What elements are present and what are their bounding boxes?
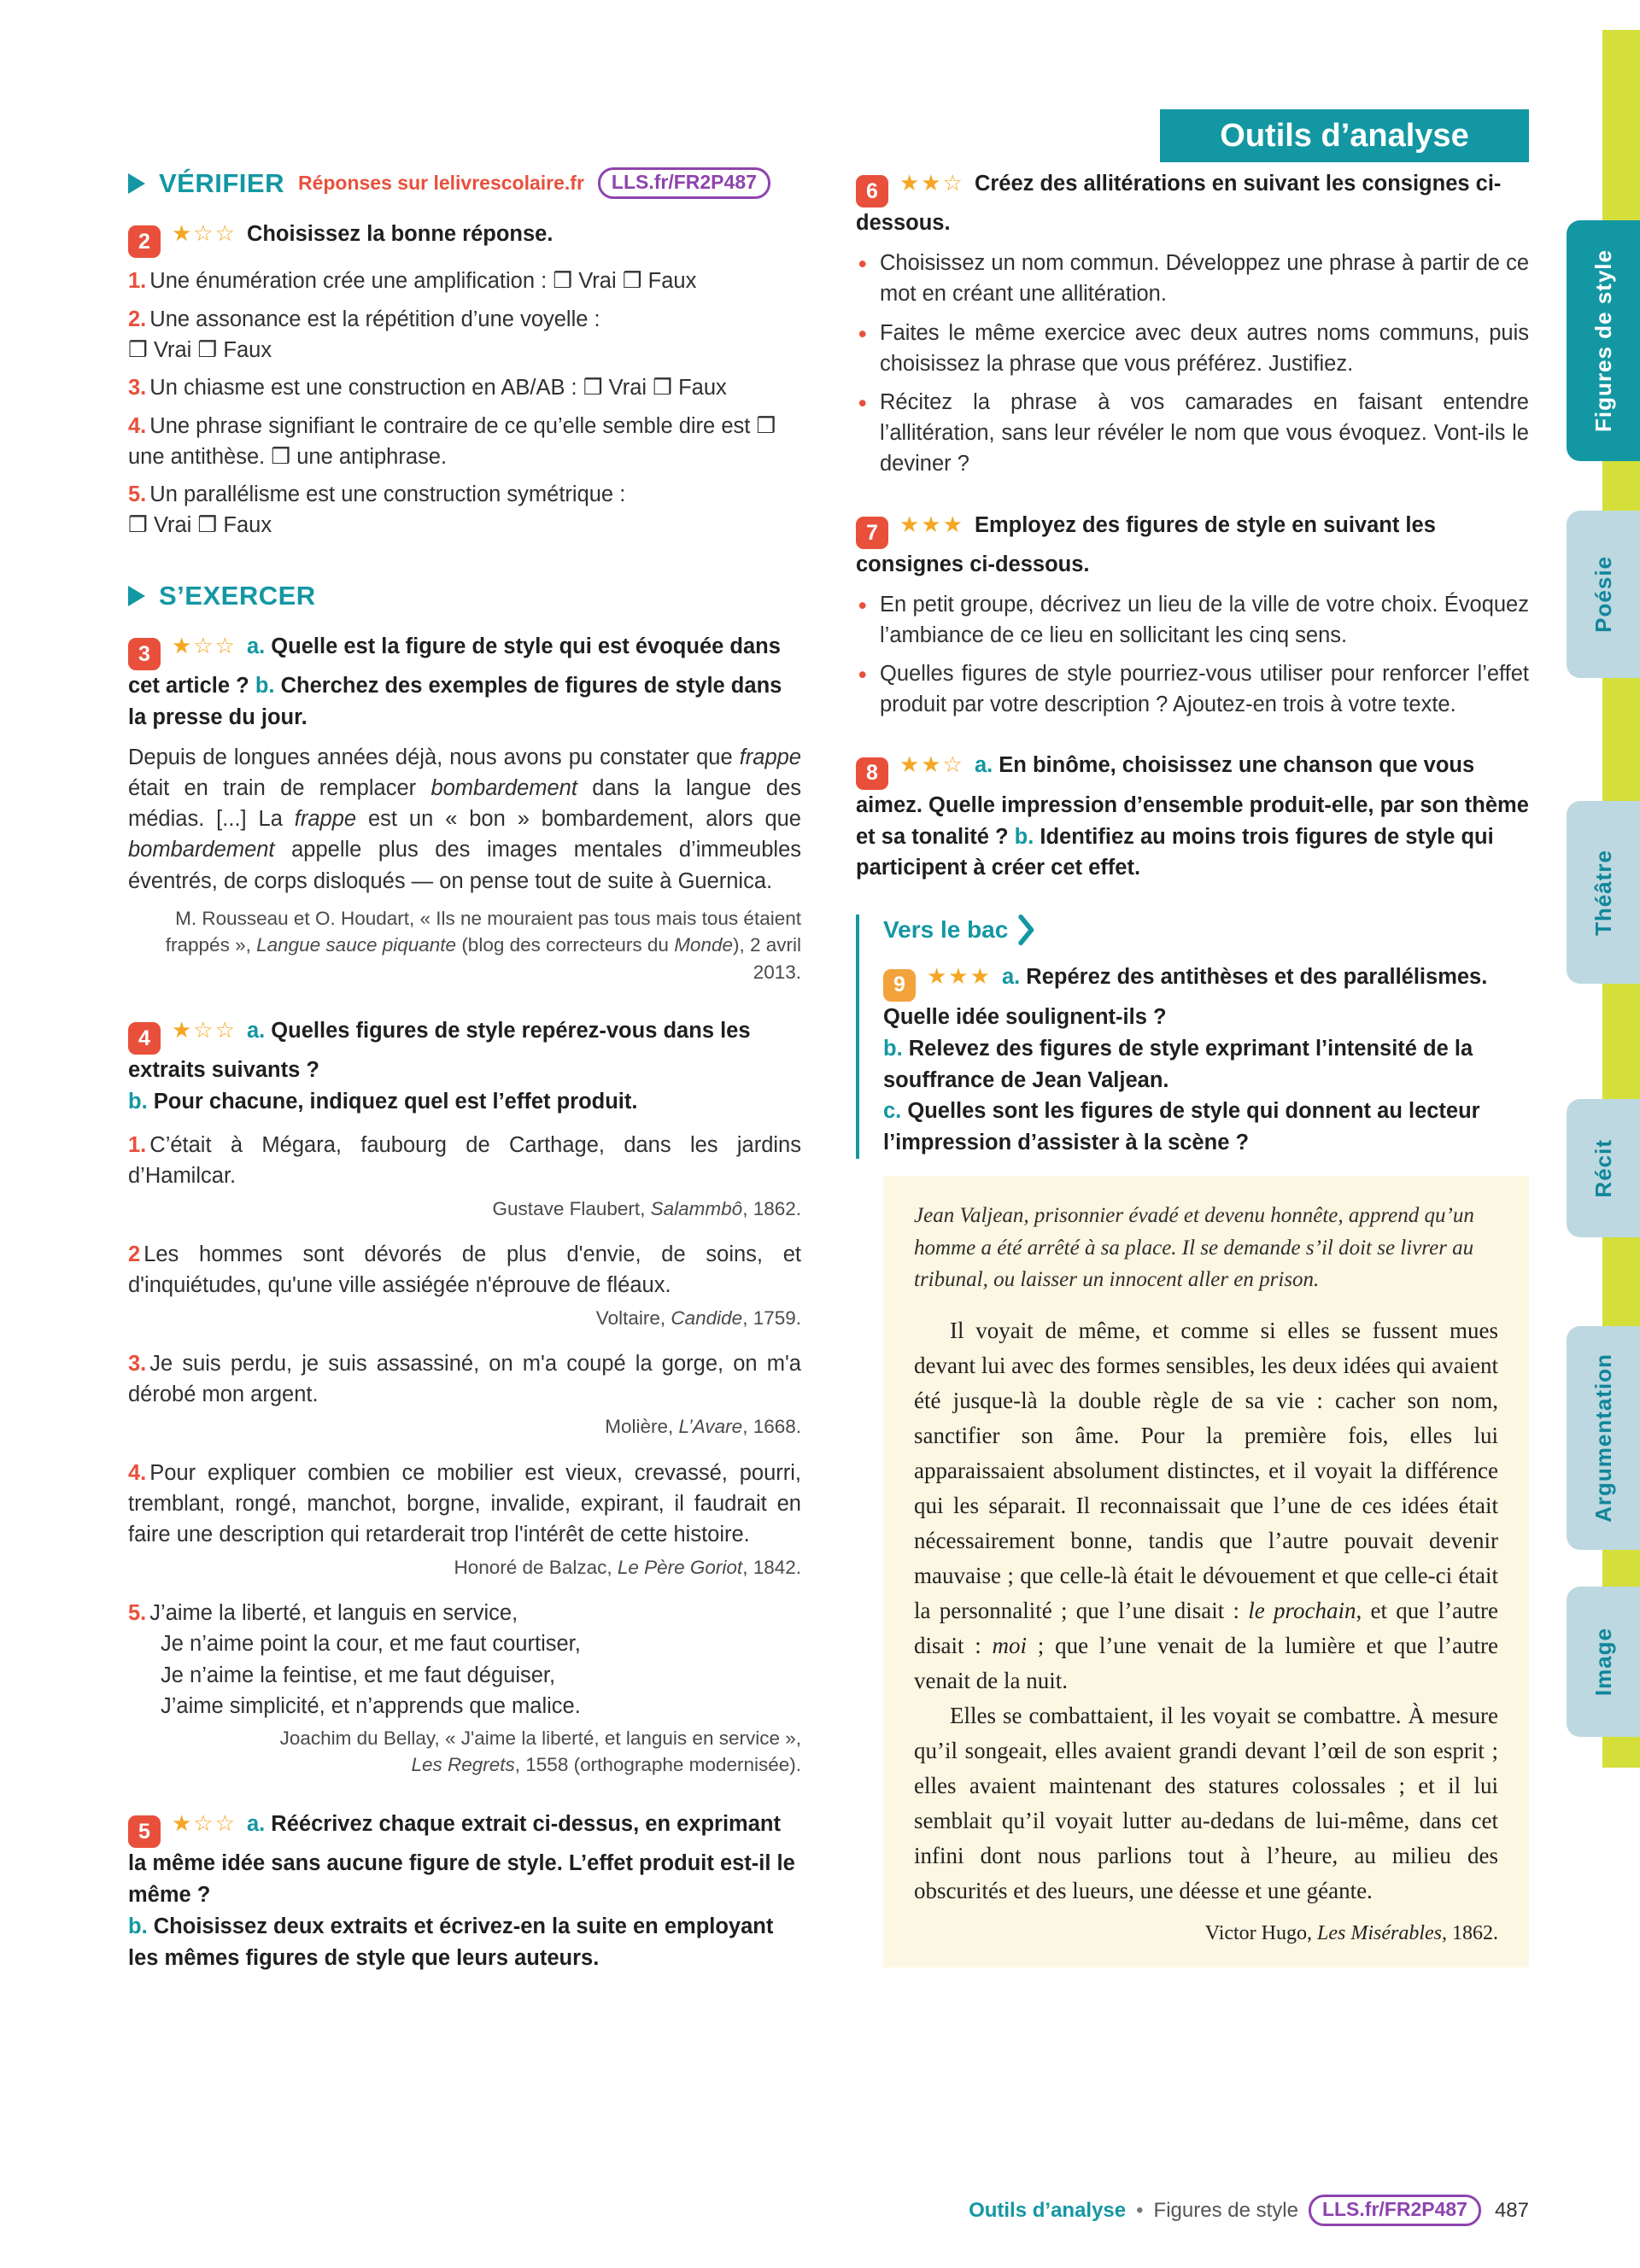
bullet-text: Récitez la phrase à vos camarades en faisant entendre l’allitération, sans leur révéler le nom que vous évoquez. Vont-ils le deviner ? bbox=[880, 389, 1529, 476]
sexercer-section-header bbox=[128, 581, 801, 611]
exercise-title bbox=[128, 1014, 801, 1118]
star-rating: ★★★ bbox=[899, 511, 964, 537]
quote-paragraph-1: Il voyait de même, et comme si elles se fussent mues devant lui avec des formes sensibles, les deux idées qui avaient été jusque-là la double règle de sa vie : cacher son nom, sanctifier son âme. Pour la première fois, elles lui apparaissaient absolument distinctes, et il voyait la différence qui les séparait. Il reconnaissait que l’une de ces idées était nécessairement bonne, tandis que l’autre pouvait devenir mauvaise ; que celle-là était le dévouement et que celle-ci était la personnalité ; que l’une disait : le prochain, et que l’autre disait : moi ; que l’une venait de la lumière et que l’autre venait de la nuit. bbox=[914, 1317, 1498, 1694]
bullet-item bbox=[856, 248, 1529, 309]
source-credit: Joachim du Bellay, « J'aime la liberté, et languis en service », Les Regrets, 1558 (orthographe modernisée). bbox=[279, 1727, 801, 1776]
bullet-text: Faites le même exercice avec deux autres noms communs, puis choisissez la phrase que vous préférez. Justifiez. bbox=[880, 320, 1529, 376]
page-footer bbox=[854, 2195, 1529, 2226]
tab-label: Argumentation bbox=[1590, 1353, 1616, 1523]
chapter-banner-title: Outils d’analyse bbox=[1220, 117, 1469, 154]
quote-box bbox=[883, 1176, 1529, 1967]
extract-text: Je suis perdu, je suis assassiné, on m'a coupé la gorge, on m'a dérobé mon argent. bbox=[128, 1352, 801, 1407]
chevron-right-icon bbox=[1018, 915, 1035, 945]
lls-code-badge[interactable]: LLS.fr/FR2P487 bbox=[1309, 2195, 1481, 2226]
tab-theatre[interactable] bbox=[1567, 801, 1640, 984]
tab-figures-de-style[interactable] bbox=[1567, 220, 1640, 461]
exercise-question: Créez des allitérations en suivant les consignes ci-dessous. bbox=[856, 172, 1502, 236]
sexercer-heading: S’EXERCER bbox=[159, 580, 316, 611]
exercise-title bbox=[128, 1808, 801, 1974]
footer-section-label: Outils d’analyse bbox=[969, 2198, 1127, 2222]
exercise-title bbox=[856, 749, 1529, 884]
item-text: Une assonance est la répétition d’une voyelle : ❒ Vrai ❒ Faux bbox=[128, 307, 600, 362]
exercise-title bbox=[856, 167, 1529, 239]
bullet-item bbox=[856, 589, 1529, 651]
exercise-8 bbox=[856, 749, 1529, 884]
exercise-question: Choisissez la bonne réponse. bbox=[246, 222, 554, 246]
answers-note: Réponses sur lelivrescolaire.fr bbox=[297, 172, 584, 194]
quote-credit: Victor Hugo, Les Misérables, 1862. bbox=[1204, 1922, 1498, 1945]
extract-text: Les hommes sont dévorés de plus d'envie, de soins, et d'inquiétudes, qu'une ville assiégée n'éprouve de fléaux. bbox=[128, 1242, 801, 1298]
article-excerpt: Depuis de longues années déjà, nous avons pu constater que frappe était en train de remplacer bombardement dans la langue des médias. [...] La frappe est un « bon » bombardement, alors que bombardement appelle plus des images mentales d’immeubles éventrés, de corps disloqués — on pense tout de suite à Guernica. bbox=[128, 745, 802, 893]
exercise-question: a. Repérez des antithèses et des parallélismes. Quelle idée soulignent-ils ? b. Relevez des figures de style exprimant l’intensité de la souffrance de Jean Valjean. c. Quelles sont les figures de style qui donnent au lecteur l’impression d’assister à la scène ? bbox=[883, 965, 1488, 1155]
bullet-icon bbox=[858, 318, 866, 350]
extract-item bbox=[128, 1598, 801, 1721]
source-credit: M. Rousseau et O. Houdart, « Ils ne mouraient pas tous mais tous étaient frappés », Langue sauce piquante (blog des correcteurs du Monde), 2 avril 2013. bbox=[165, 907, 801, 983]
item-text: Un parallélisme est une construction symétrique : ❒ Vrai ❒ Faux bbox=[128, 482, 626, 537]
tab-label: Figures de style bbox=[1590, 249, 1616, 432]
star-rating: ★★☆ bbox=[899, 751, 964, 778]
tab-recit[interactable] bbox=[1567, 1099, 1640, 1237]
exercise-3 bbox=[128, 630, 801, 986]
vers-le-bac-section bbox=[856, 915, 1529, 1159]
exercise-number-badge: 8 bbox=[856, 757, 888, 790]
exercise-question: Employez des figures de style en suivant les consignes ci-dessous. bbox=[856, 512, 1436, 576]
item-number: 5. bbox=[128, 1601, 147, 1626]
exercise-question: a. Quelles figures de style repérez-vous dans les extraits suivants ? b. Pour chacune, indiquez quel est l’effet produit. bbox=[128, 1019, 751, 1114]
item-number: 2. bbox=[128, 307, 147, 331]
quote-intro: Jean Valjean, prisonnier évadé et devenu honnête, apprend qu’un homme a été arrêté à sa place. Il se demande s’il doit se livrer au tribunal, ou laisser un innocent aller en prison. bbox=[914, 1204, 1474, 1292]
verifier-section-header bbox=[128, 167, 801, 199]
item-number: 3. bbox=[128, 1352, 147, 1377]
footer-chapter-label: Figures de style bbox=[1153, 2198, 1298, 2222]
bullet-icon bbox=[858, 658, 866, 691]
bullet-icon bbox=[858, 248, 866, 280]
bullet-icon bbox=[858, 387, 866, 419]
star-rating: ★☆☆ bbox=[172, 220, 237, 246]
star-rating: ★☆☆ bbox=[172, 632, 237, 658]
bullet-item bbox=[856, 318, 1529, 379]
exercise-number-badge: 3 bbox=[128, 638, 161, 670]
item-number: 1. bbox=[128, 269, 147, 294]
left-column bbox=[128, 167, 801, 2003]
tab-label: Théâtre bbox=[1590, 849, 1616, 936]
vers-le-bac-text: Vers le bac bbox=[883, 916, 1009, 944]
triangle-icon bbox=[128, 173, 145, 194]
extract-text: J’aime la liberté, et languis en service, Je n’aime point la cour, et me faut courtiser, Je n’aime la feintise, et me faut déguiser, J’aime simplicité, et n’apprends que malice. bbox=[149, 1601, 581, 1718]
tab-label: Image bbox=[1590, 1627, 1616, 1697]
vers-le-bac-label bbox=[883, 915, 1529, 945]
bullet-icon bbox=[858, 589, 866, 622]
tab-label: Poésie bbox=[1590, 556, 1616, 633]
exercise-number-badge: 2 bbox=[128, 225, 161, 258]
exercise-title bbox=[128, 630, 801, 734]
extract-text: C’était à Mégara, faubourg de Carthage, dans les jardins d’Hamilcar. bbox=[128, 1133, 801, 1189]
triangle-icon bbox=[128, 586, 145, 606]
exercise-number-badge: 6 bbox=[856, 175, 888, 208]
item-number: 4. bbox=[128, 413, 147, 438]
lls-code-badge[interactable]: LLS.fr/FR2P487 bbox=[598, 167, 770, 199]
item-text: Un chiasme est une construction en AB/AB : ❒ Vrai ❒ Faux bbox=[149, 376, 727, 400]
bullet-text: En petit groupe, décrivez un lieu de la ville de votre choix. Évoquez l’ambiance de ce lieu en sollicitant les cinq sens. bbox=[880, 592, 1529, 647]
exercise-5 bbox=[128, 1808, 801, 1974]
star-rating: ★★★ bbox=[927, 963, 992, 990]
bullet-item bbox=[856, 658, 1529, 720]
exercise-number-badge: 7 bbox=[856, 517, 888, 549]
exercise-question: a. Réécrivez chaque extrait ci-dessus, en exprimant la même idée sans aucune figure de style. L’effet produit est-il le même ? b. Choisissez deux extraits et écrivez-en la suite en employant les mêmes figures de style que leurs auteurs. bbox=[128, 1811, 795, 1970]
quote-paragraph-2: Elles se combattaient, il les voyait se combattre. À mesure qu’il songeait, elles avaient grandi devant l’œil de son esprit ; elles avaient maintenant des statures colossales ; et il lui semblait qu’il voyait lutter au-dedans de lui-même, dans cet infini dont nous parlions tout à l’heure, au milieu des obscurités et des lueurs, une déesse et une géante. bbox=[914, 1703, 1498, 1904]
item-number: 2 bbox=[128, 1242, 141, 1267]
right-column bbox=[856, 167, 1529, 1967]
true-false-item bbox=[128, 305, 801, 365]
tab-label: Récit bbox=[1590, 1138, 1616, 1198]
item-number: 5. bbox=[128, 482, 147, 507]
exercise-7 bbox=[856, 509, 1529, 721]
exercise-number-badge: 5 bbox=[128, 1815, 161, 1848]
source-credit: Honoré de Balzac, Le Père Goriot, 1842. bbox=[454, 1556, 801, 1578]
exercise-2 bbox=[128, 218, 801, 541]
verifier-heading: VÉRIFIER bbox=[159, 167, 284, 198]
extract-item bbox=[128, 1348, 801, 1410]
exercise-number-badge: 4 bbox=[128, 1022, 161, 1055]
footer-separator: • bbox=[1136, 2198, 1144, 2222]
exercise-6 bbox=[856, 167, 1529, 480]
footer-page-number: 487 bbox=[1494, 2198, 1529, 2222]
exercise-title bbox=[883, 961, 1529, 1159]
exercise-title bbox=[128, 218, 801, 258]
source-credit: Molière, L’Avare, 1668. bbox=[605, 1416, 801, 1438]
star-rating: ★☆☆ bbox=[172, 1809, 237, 1836]
extract-text: Pour expliquer combien ce mobilier est vieux, crevassé, pourri, tremblant, rongé, manchot, borgne, invalide, expirant, il faudrait en faire une description qui retarderait trop l'intérêt de cette histoire. bbox=[128, 1460, 801, 1547]
exercise-4 bbox=[128, 1014, 801, 1779]
true-false-item bbox=[128, 480, 801, 541]
extract-item bbox=[128, 1239, 801, 1301]
exercise-question: a. Quelle est la figure de style qui est évoquée dans cet article ? b. Cherchez des exemples de figures de style dans la presse du jour. bbox=[128, 634, 782, 729]
item-text: Une énumération crée une amplification : ❒ Vrai ❒ Faux bbox=[149, 269, 697, 294]
item-number: 1. bbox=[128, 1133, 147, 1158]
exercise-number-badge: 9 bbox=[883, 969, 916, 1002]
chapter-banner bbox=[1160, 109, 1529, 162]
source-credit: Gustave Flaubert, Salammbô, 1862. bbox=[492, 1197, 801, 1219]
true-false-item bbox=[128, 373, 801, 404]
true-false-item bbox=[128, 266, 801, 297]
tab-image[interactable] bbox=[1567, 1587, 1640, 1737]
exercise-9 bbox=[883, 961, 1529, 1159]
extract-item bbox=[128, 1458, 801, 1551]
tab-argumentation[interactable] bbox=[1567, 1326, 1640, 1550]
item-text: Une phrase signifiant le contraire de ce qu’elle semble dire est ❒ une antithèse. ❒ une antiphrase. bbox=[128, 413, 776, 469]
bullet-text: Choisissez un nom commun. Développez une phrase à partir de ce mot en créant une allitération. bbox=[880, 251, 1529, 307]
source-credit: Voltaire, Candide, 1759. bbox=[595, 1306, 801, 1329]
star-rating: ★☆☆ bbox=[172, 1017, 237, 1043]
extract-item bbox=[128, 1130, 801, 1191]
exercise-question: a. En binôme, choisissez une chanson que vous aimez. Quelle impression d’ensemble produit-elle, par son thème et sa tonalité ? b. Identifiez au moins trois figures de style qui participent à créer cet effet. bbox=[856, 753, 1529, 880]
tab-poesie[interactable] bbox=[1567, 511, 1640, 678]
item-number: 4. bbox=[128, 1460, 147, 1485]
exercise-title bbox=[856, 509, 1529, 581]
true-false-item bbox=[128, 412, 801, 472]
star-rating: ★★☆ bbox=[899, 170, 964, 196]
bullet-item bbox=[856, 387, 1529, 480]
item-number: 3. bbox=[128, 376, 147, 400]
bullet-text: Quelles figures de style pourriez-vous utiliser pour renforcer l’effet produit par votre description ? Ajoutez-en trois à votre texte. bbox=[880, 662, 1529, 717]
